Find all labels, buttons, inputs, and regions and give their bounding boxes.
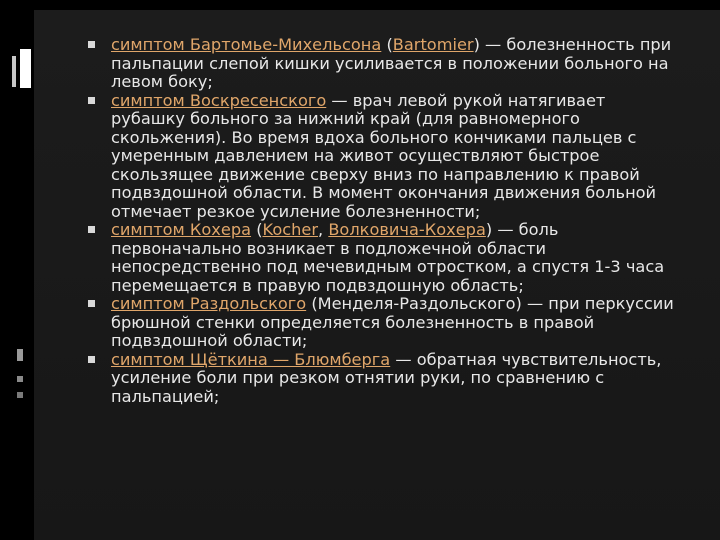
item-text: ( (381, 35, 393, 54)
item-text: , (318, 220, 329, 239)
square-bullet-icon (88, 226, 95, 233)
list-item-kocher (88, 221, 678, 295)
decor-square (17, 349, 23, 361)
item-text: — обратная чувствительность, усиление боли при резком отнятии руки, по сравнению с пальпацией; (111, 349, 662, 406)
link-shchetkin-blumberg[interactable]: симптом Щёткина — Блюмберга (111, 349, 391, 369)
decor-square (17, 376, 23, 382)
square-bullet-icon (88, 300, 95, 307)
decor-square (17, 392, 23, 398)
symptom-list (88, 36, 678, 406)
link-volkovich-kocher[interactable]: Волковича-Кохера (328, 220, 486, 239)
link-voskresensky[interactable]: симптом Воскресенского (111, 90, 327, 110)
item-text: ) — боль первоначально возникает в подложечной области непосредственно под мечевидным отростком, а спустя 1-3 часа перемещается в правую подвздошную область; (111, 220, 665, 295)
link-kocher[interactable]: Kocher (262, 220, 319, 239)
list-item-voskresensky (88, 92, 678, 222)
list-item-bartomier (88, 36, 678, 92)
item-text: (Менделя-Раздольского) — при перкуссии брюшной стенки определяется болезненность в правой подвздошной области; (111, 294, 674, 350)
square-bullet-icon (88, 356, 95, 363)
link-bartomier[interactable]: Bartomier (392, 35, 474, 54)
link-kocher-symptom[interactable]: симптом Кохера (111, 220, 252, 239)
decor-bar-thin (12, 56, 16, 87)
item-text: ( (251, 220, 263, 239)
link-razdolsky[interactable]: симптом Раздольского (111, 294, 307, 313)
decor-bar (20, 49, 31, 88)
square-bullet-icon (88, 97, 95, 104)
slide-content (88, 36, 678, 406)
item-text: ) — болезненность при пальпации слепой кишки усиливается в положении больного на левом боку; (111, 35, 672, 91)
list-item-shchetkin-blumberg (88, 351, 678, 407)
square-bullet-icon (88, 41, 95, 48)
link-bartomier-michelson[interactable]: симптом Бартомье-Михельсона (111, 35, 382, 54)
list-item-razdolsky (88, 295, 678, 351)
item-text: — врач левой рукой натягивает рубашку больного за нижний край (для равномерного скольжения). Во время вдоха больного кончиками пальцев с умеренным давлением на живот осуществляют быстрое скользящее движение сверху вниз по направлению к правой подвздошной области. В момент окончания движения больной отмечает резкое усиление болезненности; (111, 90, 657, 221)
